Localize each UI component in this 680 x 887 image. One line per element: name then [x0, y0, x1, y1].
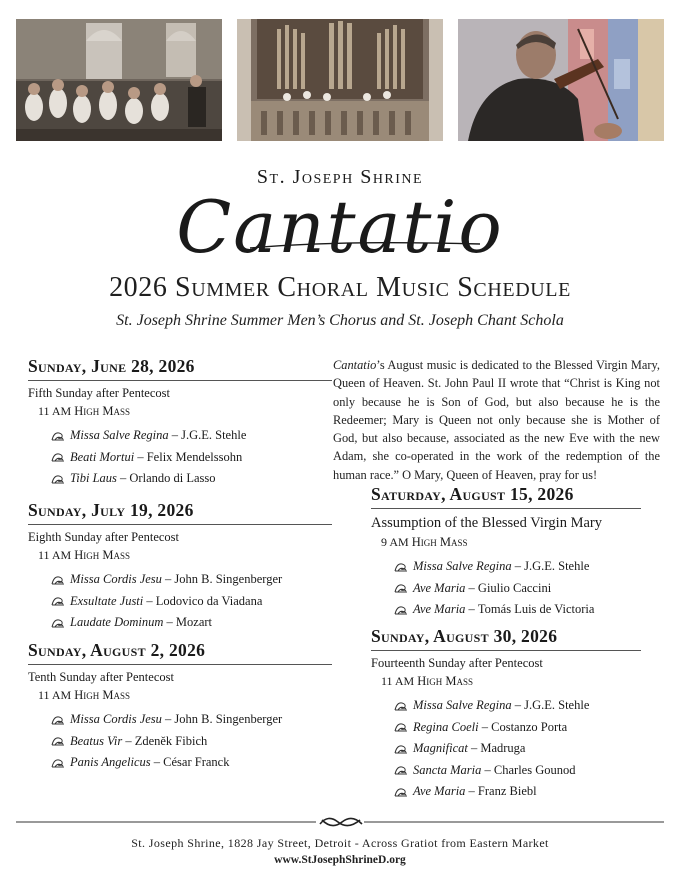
- svg-text:Cantatio: Cantatio: [176, 185, 504, 268]
- program-item: Ave Maria – Franz Biebl: [393, 781, 641, 803]
- ornament-icon: [50, 714, 66, 726]
- composer: John B. Singenberger: [174, 572, 283, 587]
- composer: Lodovico da Viadana: [155, 593, 263, 608]
- event-date: Saturday, August 15, 2026: [371, 484, 641, 509]
- program-list: [393, 556, 641, 621]
- mass-type: High Mass: [74, 548, 131, 562]
- piece-title: Exsultate Justi: [70, 593, 144, 608]
- ornament-icon: [393, 786, 409, 798]
- mass-type: High Mass: [74, 688, 131, 702]
- program-list: [50, 569, 332, 634]
- mass-hour: 11 AM: [381, 674, 415, 688]
- piece-title: Missa Salve Regina: [413, 698, 512, 713]
- composer: J.G.E. Stehle: [524, 559, 590, 574]
- program-item: Missa Salve Regina – J.G.E. Stehle: [50, 425, 332, 447]
- organ-loft-photo: [237, 19, 443, 141]
- piece-title: Missa Salve Regina: [413, 559, 512, 574]
- piece-title: Ave Maria: [413, 784, 466, 799]
- event-june-28: [28, 356, 332, 490]
- composer: Tomás Luis de Victoria: [477, 602, 595, 617]
- piece-title: Ave Maria: [413, 602, 466, 617]
- program-item: Missa Salve Regina – J.G.E. Stehle: [393, 556, 641, 578]
- intro-text: ’s August music is dedicated to the Blessed Virgin Mary, Queen of Heaven. St. John Paul II wrote that “Christ is King not only because he is Son of God, but also because he is the Redeemer; Mary is Queen not only because she is Mother of God, but also because, associated as the new Eve with the new Adam, she co-operated in the work of the redemption of the human race.” O Mary, Queen of Heaven, pray for us!: [333, 358, 660, 482]
- intro-paragraph: [333, 356, 660, 484]
- piece-title: Beatus Vir: [70, 733, 123, 748]
- program-item: Missa Salve Regina – J.G.E. Stehle: [393, 695, 641, 717]
- ornament-icon: [393, 764, 409, 776]
- mass-hour: 9 AM: [381, 535, 409, 549]
- program-item: Beatus Vir – Zdeněk Fibich: [50, 731, 332, 753]
- piece-title: Beati Mortui: [70, 449, 135, 464]
- composer: John B. Singenberger: [174, 712, 283, 727]
- piece-title: Panis Angelicus: [70, 755, 151, 770]
- mass-time: [38, 404, 332, 419]
- composer: Charles Gounod: [493, 762, 576, 777]
- event-date: Sunday, June 28, 2026: [28, 356, 332, 381]
- mass-type: High Mass: [411, 535, 468, 549]
- mass-type: High Mass: [417, 674, 474, 688]
- composer: Madruga: [480, 741, 526, 756]
- program-item: Magnificat – Madruga: [393, 738, 641, 760]
- program-item: Missa Cordis Jesu – John B. Singenberger: [50, 709, 332, 731]
- footer-address: St. Joseph Shrine, 1828 Jay Street, Detroit - Across Gratiot from Eastern Market: [131, 836, 549, 850]
- event-date: Sunday, August 30, 2026: [371, 626, 641, 651]
- ornament-icon: [393, 582, 409, 594]
- ornament-icon: [50, 617, 66, 629]
- intro-lead: Cantatio: [333, 358, 377, 372]
- composer: Franz Biebl: [477, 784, 537, 799]
- cantatio-logo: [140, 178, 540, 268]
- piece-title: Laudate Dominum: [70, 615, 164, 630]
- event-occasion: Tenth Sunday after Pentecost: [28, 670, 174, 684]
- mass-type: High Mass: [74, 404, 131, 418]
- composer: J.G.E. Stehle: [181, 428, 247, 443]
- event-occasion: Fourteenth Sunday after Pentecost: [371, 656, 543, 670]
- ornament-icon: [50, 473, 66, 485]
- ornament-icon: [50, 735, 66, 747]
- composer: César Franck: [163, 755, 230, 770]
- program-list: [50, 425, 332, 490]
- event-date: Sunday, July 19, 2026: [28, 500, 332, 525]
- composer: Felix Mendelssohn: [146, 449, 243, 464]
- program-item: Regina Coeli – Costanzo Porta: [393, 717, 641, 739]
- ornament-icon: [50, 574, 66, 586]
- event-occasion: Assumption of the Blessed Virgin Mary: [371, 515, 602, 531]
- program-list: [50, 709, 332, 774]
- event-august-15: [371, 484, 641, 621]
- composer: J.G.E. Stehle: [524, 698, 590, 713]
- event-july-19: [28, 500, 332, 634]
- mass-hour: 11 AM: [38, 548, 72, 562]
- mass-time: [38, 688, 332, 703]
- shrine-name: St. Joseph Shrine: [256, 166, 424, 188]
- page-title: 2026 Summer Choral Music Schedule: [109, 272, 571, 303]
- mass-time: [381, 535, 641, 550]
- mass-time: [381, 674, 641, 689]
- program-item: Exsultate Justi – Lodovico da Viadana: [50, 591, 332, 613]
- composer: Costanzo Porta: [491, 719, 568, 734]
- ornament-icon: [393, 743, 409, 755]
- event-occasion: Eighth Sunday after Pentecost: [28, 530, 180, 544]
- program-item: Sancta Maria – Charles Gounod: [393, 760, 641, 782]
- mass-hour: 11 AM: [38, 688, 72, 702]
- footer-divider: [16, 812, 664, 832]
- piece-title: Missa Cordis Jesu: [70, 572, 162, 587]
- piece-title: Tibi Laus: [70, 471, 117, 486]
- piece-title: Missa Cordis Jesu: [70, 712, 162, 727]
- mass-time: [38, 548, 332, 563]
- ornament-icon: [393, 700, 409, 712]
- piece-title: Regina Coeli: [413, 719, 479, 734]
- website-link[interactable]: www.StJosephShrineD.org: [274, 854, 406, 866]
- piece-title: Missa Salve Regina: [70, 428, 169, 443]
- violinist-photo: [458, 19, 664, 141]
- piece-title: Ave Maria: [413, 580, 466, 595]
- piece-title: Sancta Maria: [413, 762, 482, 777]
- ornament-icon: [393, 561, 409, 573]
- program-item: Ave Maria – Tomás Luis de Victoria: [393, 599, 641, 621]
- event-august-2: [28, 640, 332, 774]
- choir-photo: [16, 19, 222, 141]
- program-item: Beati Mortui – Felix Mendelssohn: [50, 447, 332, 469]
- composer: Orlando di Lasso: [129, 471, 216, 486]
- photo-strip: [16, 19, 664, 141]
- page-subtitle: St. Joseph Shrine Summer Men’s Chorus and St. Joseph Chant Schola: [116, 312, 564, 329]
- ornament-icon: [393, 604, 409, 616]
- event-august-30: [371, 626, 641, 803]
- piece-title: Magnificat: [413, 741, 468, 756]
- composer: Zdeněk Fibich: [134, 733, 208, 748]
- program-item: Ave Maria – Giulio Caccini: [393, 578, 641, 600]
- ornament-icon: [50, 451, 66, 463]
- ornament-icon: [50, 595, 66, 607]
- program-item: Tibi Laus – Orlando di Lasso: [50, 468, 332, 490]
- program-item: Panis Angelicus – César Franck: [50, 752, 332, 774]
- program-item: Missa Cordis Jesu – John B. Singenberger: [50, 569, 332, 591]
- event-occasion: Fifth Sunday after Pentecost: [28, 386, 170, 400]
- ornament-icon: [50, 430, 66, 442]
- program-item: Laudate Dominum – Mozart: [50, 612, 332, 634]
- mass-hour: 11 AM: [38, 404, 72, 418]
- composer: Giulio Caccini: [477, 580, 552, 595]
- ornament-icon: [393, 721, 409, 733]
- ornament-icon: [50, 757, 66, 769]
- event-date: Sunday, August 2, 2026: [28, 640, 332, 665]
- composer: Mozart: [175, 615, 213, 630]
- program-list: [393, 695, 641, 803]
